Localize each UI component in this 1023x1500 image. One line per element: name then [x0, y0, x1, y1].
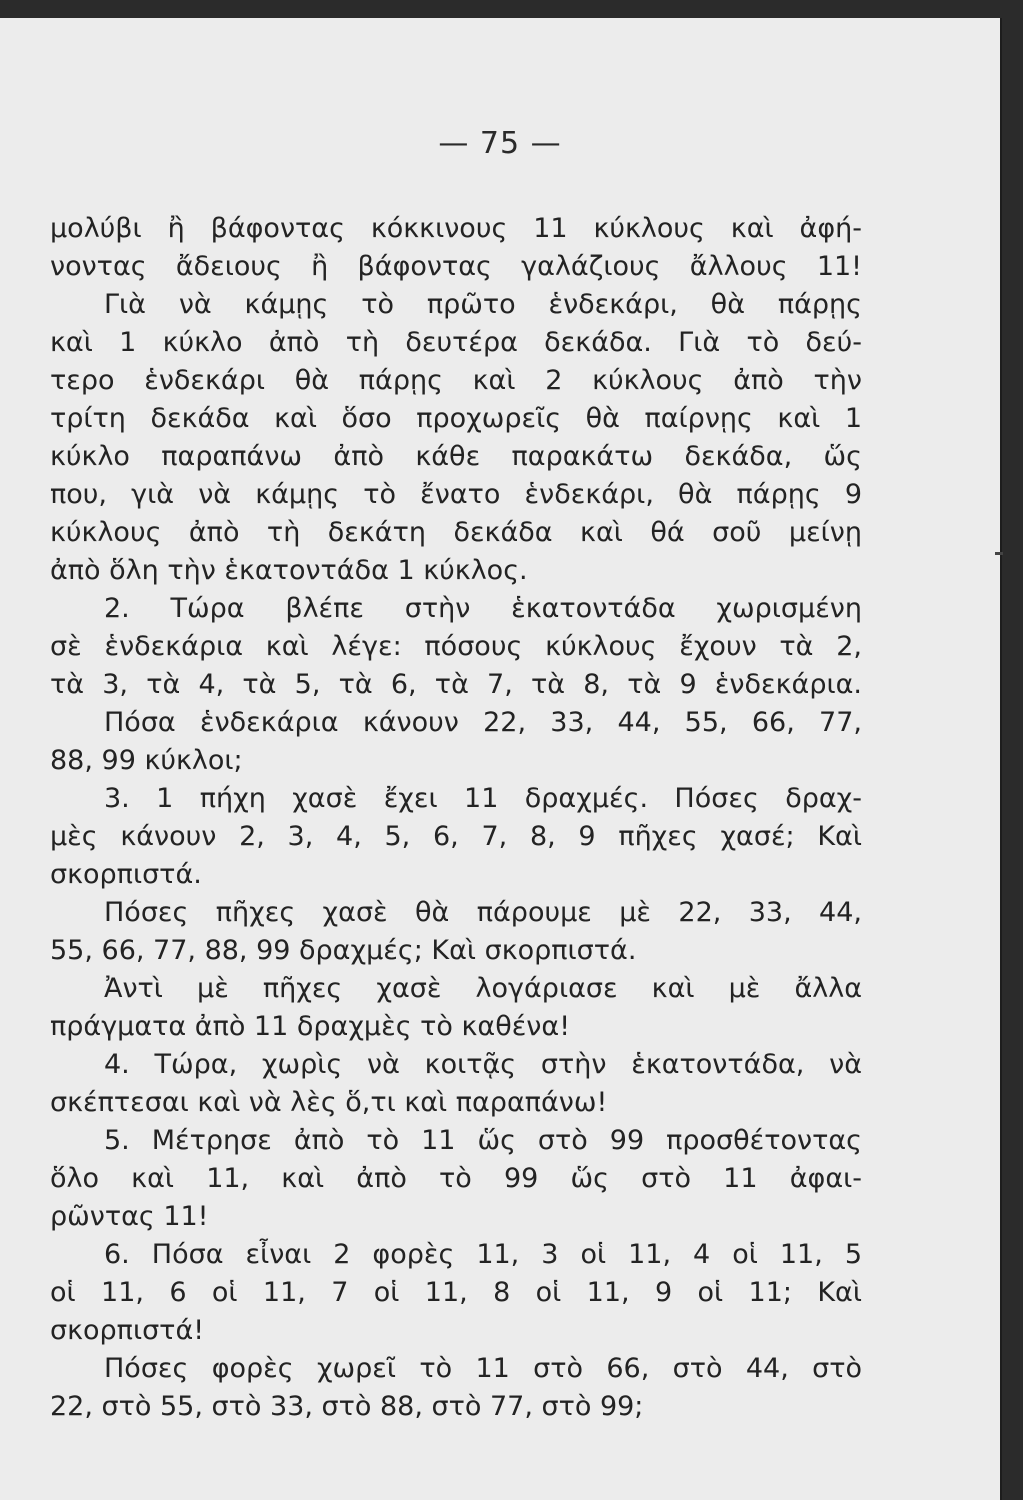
book-page: [0, 18, 1000, 1500]
text-line: τρίτη δεκάδα καὶ ὅσο προχωρεῖς θὰ παίρνῃς καὶ 1: [50, 403, 862, 434]
text-line: 88, 99 κύκλοι;: [50, 745, 243, 776]
text-line: 3. 1 πήχη χασὲ ἔχει 11 δραχμές. Πόσες δραχ-: [104, 783, 862, 814]
text-line: κύκλο παραπάνω ἀπὸ κάθε παρακάτω δεκάδα, ὥς: [50, 441, 862, 472]
text-line: μολύβι ἢ βάφοντας κόκκινους 11 κύκλους καὶ ἀφή-: [50, 213, 862, 244]
text-line: σὲ ἑνδεκάρια καὶ λέγε: πόσους κύκλους ἔχουν τὰ 2,: [50, 631, 862, 662]
text-line: 22, στὸ 55, στὸ 33, στὸ 88, στὸ 77, στὸ 99;: [50, 1391, 644, 1422]
text-line: νοντας ἄδειους ἢ βάφοντας γαλάζιους ἄλλους 11!: [50, 251, 862, 282]
text-line: ὅλο καὶ 11, καὶ ἀπὸ τὸ 99 ὥς στὸ 11 ἀφαι-: [50, 1163, 862, 1194]
page-number: — 75 —: [438, 126, 562, 161]
text-line: 2. Τώρα βλέπε στὴν ἑκατοντάδα χωρισμένη: [104, 593, 862, 624]
text-line: Γιὰ νὰ κάμῃς τὸ πρῶτο ἑνδεκάρι, θὰ πάρῃς: [104, 289, 862, 320]
text-line: καὶ 1 κύκλο ἀπὸ τὴ δευτέρα δεκάδα. Γιὰ τὸ δεύ-: [50, 327, 862, 358]
text-line: οἱ 11, 6 οἱ 11, 7 οἱ 11, 8 οἱ 11, 9 οἱ 11; Καὶ: [50, 1277, 862, 1308]
text-line: 4. Τώρα, χωρὶς νὰ κοιτᾷς στὴν ἑκατοντάδα, νὰ: [104, 1049, 862, 1080]
text-line: σκορπιστά!: [50, 1315, 205, 1346]
text-line: 55, 66, 77, 88, 99 δραχμές; Καὶ σκορπιστά.: [50, 935, 637, 966]
text-line: Πόσες πῆχες χασὲ θὰ πάρουμε μὲ 22, 33, 44,: [104, 897, 862, 928]
text-line: Πόσες φορὲς χωρεῖ τὸ 11 στὸ 66, στὸ 44, στὸ: [104, 1353, 862, 1384]
text-line: Πόσα ἑνδεκάρια κάνουν 22, 33, 44, 55, 66, 77,: [104, 707, 862, 738]
text-line: 5. Μέτρησε ἀπὸ τὸ 11 ὥς στὸ 99 προσθέτοντας: [104, 1125, 862, 1156]
text-line: τὰ 3, τὰ 4, τὰ 5, τὰ 6, τὰ 7, τὰ 8, τὰ 9 ἑνδεκάρια.: [50, 669, 862, 700]
text-line: Ἀντὶ μὲ πῆχες χασὲ λογάριασε καὶ μὲ ἄλλα: [104, 973, 862, 1004]
text-line: κύκλους ἀπὸ τὴ δεκάτη δεκάδα καὶ θά σοῦ μείνῃ: [50, 517, 862, 548]
text-line: ρῶντας 11!: [50, 1201, 209, 1232]
text-line: που, γιὰ νὰ κάμῃς τὸ ἔνατο ἑνδεκάρι, θὰ πάρῃς 9: [50, 479, 862, 510]
text-line: σκορπιστά.: [50, 859, 202, 890]
margin-mark: [995, 552, 1003, 555]
text-line: ἀπὸ ὅλη τὴν ἑκατοντάδα 1 κύκλος.: [50, 555, 528, 586]
text-line: σκέπτεσαι καὶ νὰ λὲς ὅ,τι καὶ παραπάνω!: [50, 1087, 608, 1118]
text-line: πράγματα ἀπὸ 11 δραχμὲς τὸ καθένα!: [50, 1011, 571, 1042]
text-line: 6. Πόσα εἶναι 2 φορὲς 11, 3 οἱ 11, 4 οἱ 11, 5: [104, 1239, 862, 1270]
text-line: μὲς κάνουν 2, 3, 4, 5, 6, 7, 8, 9 πῆχες χασέ; Καὶ: [50, 821, 862, 852]
text-line: τερο ἑνδεκάρι θὰ πάρῃς καὶ 2 κύκλους ἀπὸ τὴν: [50, 365, 862, 396]
